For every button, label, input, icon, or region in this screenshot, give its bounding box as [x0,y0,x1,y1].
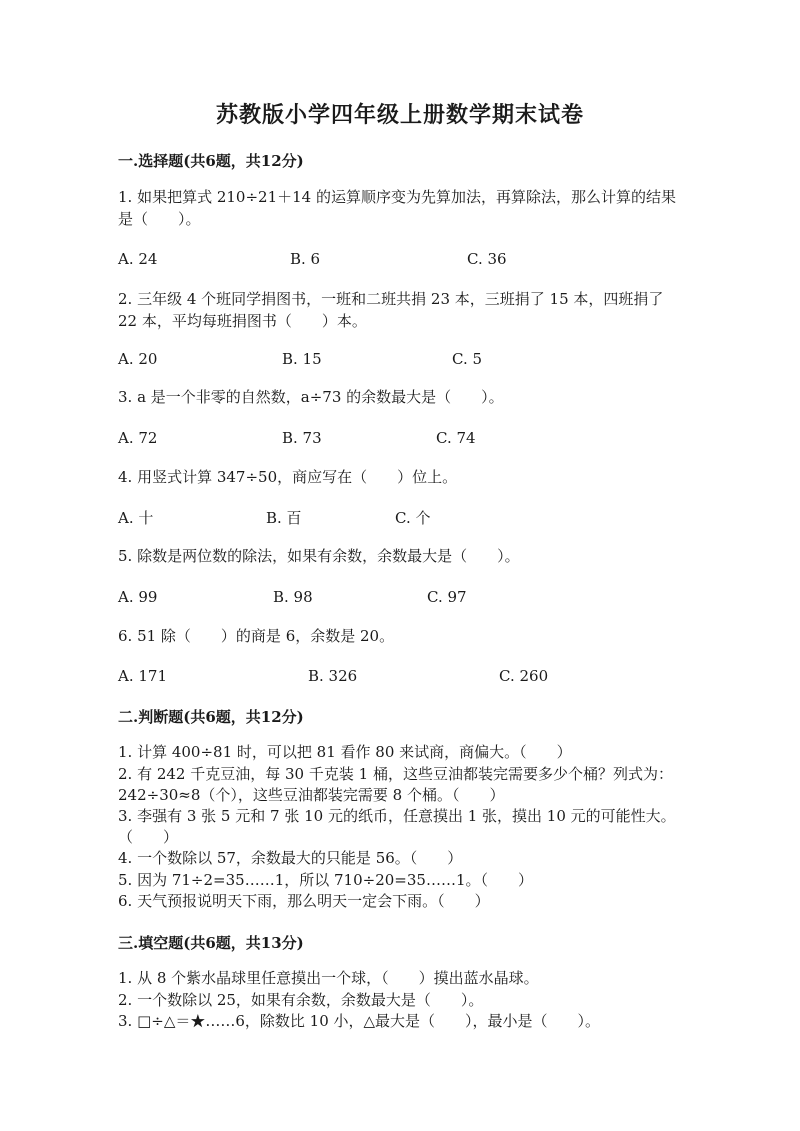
choice-2-option-a: A. 20 [118,350,158,368]
choice-6-option-c: C. 260 [499,667,549,685]
choice-1-option-c: C. 36 [467,250,507,268]
judgement-item-2: 2. 有 242 千克豆油，每 30 千克装 1 桶，这些豆油都装完需要多少个桶？列式为：242÷30≈8（个），这些豆油都装完需要 8 个桶。（ ） [118,765,673,804]
section-heading-true-false: 二.判断题(共6题，共12分) [118,708,304,726]
choice-5-option-b: B. 98 [273,588,313,606]
choice-6-option-a: A. 171 [118,667,167,685]
section-heading-choice: 一.选择题(共6题，共12分) [118,152,304,170]
choice-question-5: 5. 除数是两位数的除法，如果有余数，余数最大是（ ）。 [118,547,520,565]
choice-5-option-c: C. 97 [427,588,467,606]
fill-in-item-1: 1. 从 8 个紫水晶球里任意摸出一个球，（ ）摸出蓝水晶球。 [118,969,539,987]
judgement-item-1: 1. 计算 400÷81 时，可以把 81 看作 80 来试商，商偏大。（ ） [118,743,572,761]
choice-3-option-c: C. 74 [436,429,476,447]
choice-2-option-c: C. 5 [452,350,483,368]
choice-4-option-b: B. 百 [266,509,302,527]
choice-3-option-a: A. 72 [118,429,158,447]
choice-1-option-a: A. 24 [118,250,158,268]
choice-question-1: 1. 如果把算式 210÷21＋14 的运算顺序变为先算加法，再算除法，那么计算的结果是（ ）。 [118,188,676,228]
choice-question-6: 6. 51 除（ ）的商是 6，余数是 20。 [118,627,395,645]
choice-question-3: 3. a 是一个非零的自然数，a÷73 的余数最大是（ ）。 [118,388,504,406]
choice-3-option-b: B. 73 [282,429,322,447]
choice-2-option-b: B. 15 [282,350,322,368]
judgement-item-4: 4. 一个数除以 57，余数最大的只能是 56。（ ） [118,849,463,867]
page-title: 苏教版小学四年级上册数学期末试卷 [215,102,584,128]
choice-6-option-b: B. 326 [308,667,358,685]
choice-question-2: 2. 三年级 4 个班同学捐图书，一班和二班共捐 23 本，三班捐了 15 本，四班捐了 22 本，平均每班捐图书（ ）本。 [118,290,664,330]
judgement-item-5: 5. 因为 71÷2=35……1，所以 710÷20=35……1。（ ） [118,871,533,889]
judgement-item-6: 6. 天气预报说明天下雨，那么明天一定会下雨。（ ） [118,892,490,910]
choice-1-option-b: B. 6 [290,250,321,268]
choice-question-4: 4. 用竖式计算 347÷50，商应写在（ ）位上。 [118,468,458,486]
choice-4-option-c: C. 个 [395,509,431,527]
section-heading-fill-in: 三.填空题(共6题，共13分) [118,934,304,952]
fill-in-item-2: 2. 一个数除以 25，如果有余数，余数最大是（ ）。 [118,991,484,1009]
fill-in-item-3: 3. □÷△＝★……6，除数比 10 小，△最大是（ ），最小是（ ）。 [118,1012,601,1030]
choice-5-option-a: A. 99 [118,588,158,606]
judgement-item-3: 3. 李强有 3 张 5 元和 7 张 10 元的纸币，任意摸出 1 张，摸出 10 元的可能性大。 （ ） [118,807,699,846]
choice-4-option-a: A. 十 [118,509,154,527]
